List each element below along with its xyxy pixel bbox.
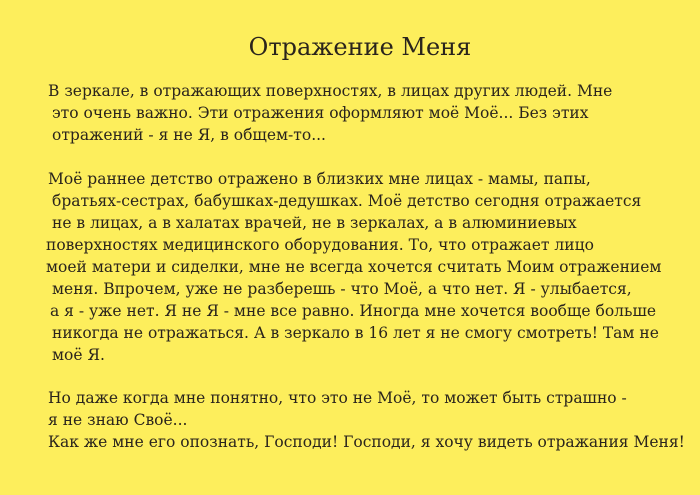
text-line: братьях-сестрах, бабушках-дедушках. Моё детство сегодня отражается — [52, 192, 642, 210]
text-line: В зеркале, в отражающих поверхностях, в лицах других людей. Мне — [48, 82, 613, 100]
text-line: моё Я. — [52, 346, 105, 364]
text-line: я не знаю Своё... — [48, 411, 188, 429]
text-line: поверхностях медицинского оборудования. То, что отражает лицо — [46, 236, 594, 254]
text-line: никогда не отражаться. А в зеркало в 16 лет я не смогу смотреть! Там не — [52, 324, 659, 342]
text-line: Но даже когда мне понятно, что это не Моё, то может быть страшно - — [48, 389, 627, 407]
text-line: не в лицах, а в халатах врачей, не в зеркалах, а в алюминиевых — [52, 214, 577, 232]
text-line: это очень важно. Эти отражения оформляют моё Моё... Без этих — [52, 104, 589, 122]
text-line: Моё раннее детство отражено в близких мне лицах - мамы, папы, — [48, 170, 591, 188]
page-title: Отражение Меня — [248, 33, 472, 61]
text-line: моей матери и сиделки, мне не всегда хочется считать Моим отражением — [46, 258, 662, 276]
text-line: Как же мне его опознать, Господи! Господи, я хочу видеть отражания Меня! — [48, 433, 685, 451]
text-line: а я - уже нет. Я не Я - мне все равно. Иногда мне хочется вообще больше — [50, 302, 657, 320]
text-line: отражений - я не Я, в общем-то... — [52, 126, 326, 144]
text-line: меня. Впрочем, уже не разберешь - что Моё, а что нет. Я - улыбается, — [52, 280, 632, 298]
